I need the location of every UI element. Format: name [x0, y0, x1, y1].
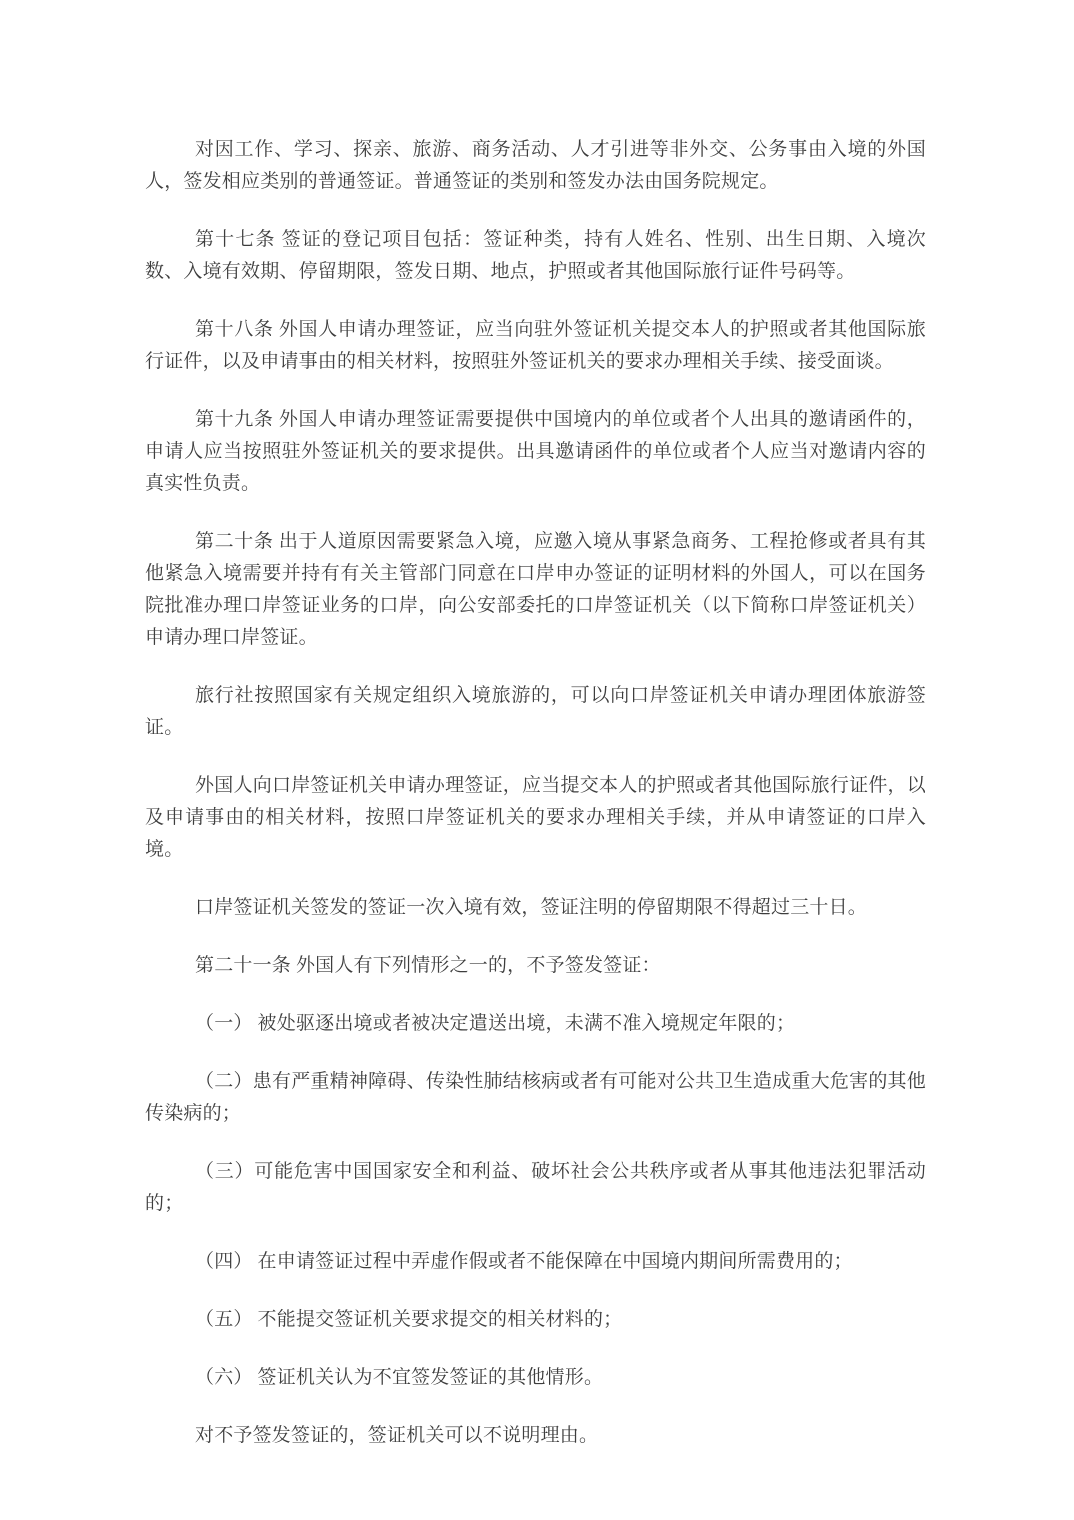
para-article-18: 第十八条 外国人申请办理签证，应当向驻外签证机关提交本人的护照或者其他国际旅行证件，以及申请事由的相关材料，按照驻外签证机关的要求办理相关手续、接受面谈。 [145, 319, 926, 372]
para-article-21-item-5: （五） 不能提交签证机关要求提交的相关材料的； [195, 1309, 623, 1330]
para-article-21-item-1: （一） 被处驱逐出境或者被决定遣送出境，未满不准入境规定年限的； [195, 1013, 796, 1034]
para-article-17: 第十七条 签证的登记项目包括：签证种类，持有人姓名、性别、出生日期、入境次数、入境有效期、停留期限，签发日期、地点，护照或者其他国际旅行证件号码等。 [145, 229, 926, 282]
para-ordinary-visa-types: 对因工作、学习、探亲、旅游、商务活动、人才引进等非外交、公务事由入境的外国人，签发相应类别的普通签证。普通签证的类别和签发办法由国务院规定。 [145, 139, 926, 192]
para-article-21-no-reason: 对不予签发签证的，签证机关可以不说明理由。 [195, 1425, 599, 1446]
para-article-19: 第十九条 外国人申请办理签证需要提供中国境内的单位或者个人出具的邀请函件的，申请人应当按照驻外签证机关的要求提供。出具邀请函件的单位或者个人应当对邀请内容的真实性负责。 [145, 409, 926, 494]
para-article-21-item-6: （六） 签证机关认为不宜签发签证的其他情形。 [195, 1367, 604, 1388]
para-article-21-lead: 第二十一条 外国人有下列情形之一的，不予签发签证： [195, 955, 661, 976]
para-article-20: 第二十条 出于人道原因需要紧急入境，应邀入境从事紧急商务、工程抢修或者具有其他紧急入境需要并持有有关主管部门同意在口岸申办签证的证明材料的外国人，可以在国务院批准办理口岸签证业务的口岸，向公安部委托的口岸签证机关（以下简称口岸签证机关）申请办理口岸签证。 [145, 531, 926, 648]
para-article-20-port-visa-validity: 口岸签证机关签发的签证一次入境有效，签证注明的停留期限不得超过三十日。 [195, 897, 868, 918]
para-article-21-item-4: （四） 在申请签证过程中弄虚作假或者不能保障在中国境内期间所需费用的； [195, 1251, 853, 1272]
document-text-body [145, 134, 926, 1452]
para-article-20-travel-agency: 旅行社按照国家有关规定组织入境旅游的，可以向口岸签证机关申请办理团体旅游签证。 [145, 685, 926, 738]
para-article-21-item-3: （三）可能危害中国国家安全和利益、破坏社会公共秩序或者从事其他违法犯罪活动的； [145, 1161, 926, 1214]
para-article-20-port-visa-procedure: 外国人向口岸签证机关申请办理签证，应当提交本人的护照或者其他国际旅行证件，以及申请事由的相关材料，按照口岸签证机关的要求办理相关手续，并从申请签证的口岸入境。 [145, 775, 926, 860]
para-article-21-item-2: （二）患有严重精神障碍、传染性肺结核病或者有可能对公共卫生造成重大危害的其他传染病的； [145, 1071, 926, 1124]
